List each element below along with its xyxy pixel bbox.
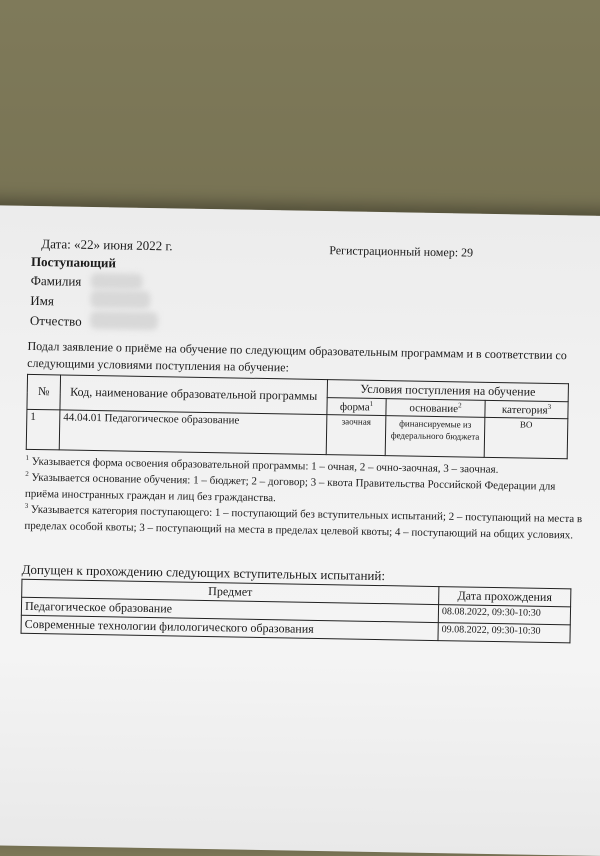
exams-table xyxy=(21,579,572,644)
footnote-1: $^1$ Указывается форма освоения образовательной программы: 1 – очная, 2 – очно-заочная, 3 – заочная. xyxy=(25,453,499,476)
document-sheet xyxy=(0,205,600,856)
col-program-header: Код, наименование образовательной программы xyxy=(60,375,328,414)
patronymic-label: Отчество xyxy=(29,312,82,329)
row-program: 44.04.01 Педагогическое образование xyxy=(59,410,327,455)
row-num: 1 xyxy=(26,409,60,450)
surname-label: Фамилия xyxy=(30,272,82,289)
col-date-header: Дата прохождения xyxy=(439,587,571,607)
name-label: Имя xyxy=(30,292,55,309)
row-form: заочная xyxy=(326,414,386,455)
programs-table xyxy=(26,374,569,459)
col-num-header: № xyxy=(27,374,61,409)
redacted-surname xyxy=(91,273,143,290)
sub-form-header: форма$^1$ xyxy=(327,398,386,416)
col-subject-header: Предмет xyxy=(22,579,439,604)
row-category: ВО xyxy=(484,417,568,458)
exam-subject: Педагогическое образование xyxy=(21,597,438,622)
application-statement: Подал заявление о приёме на обучение по следующим образовательным программам и в соответствии со следующими условиями поступления на обучение: xyxy=(27,338,567,375)
document-date: Дата: «22» июня 2022 г. xyxy=(41,236,173,254)
exam-date: 09.08.2022, 09:30-10:30 xyxy=(438,623,570,643)
footnote-3: $^3$ Указывается категория поступающего: 1 – поступающий без вступительных испытаний; 2 – поступающий на места в пределах особой квоты; 3 – поступающий на места в пределах целевой квоты; 4 – поступающий на общих условиях. xyxy=(24,501,583,542)
applicant-heading: Поступающий xyxy=(30,253,117,271)
exams-title: Допущен к прохождению следующих вступительных испытаний: xyxy=(21,561,386,584)
sub-basis-header: основание$^2$ xyxy=(386,399,485,417)
exam-subject: Современные технологии филологического образования xyxy=(21,615,438,640)
redacted-name xyxy=(90,290,150,309)
sub-category-header: категория$^3$ xyxy=(485,400,568,418)
row-basis: финансируемые из федерального бюджета xyxy=(385,415,485,457)
redacted-patronymic xyxy=(90,311,158,330)
col-conditions-header: Условия поступления на обучение xyxy=(327,380,568,402)
footnote-2: $^2$ Указывается основание обучения: 1 – бюджет; 2 – договор; 3 – квота Правительства Российской Федерации для приёма иностранных граждан и лиц без гражданства. xyxy=(24,469,556,504)
registration-number: Регистрационный номер: 29 xyxy=(329,243,474,260)
exam-date: 08.08.2022, 09:30-10:30 xyxy=(438,605,570,625)
